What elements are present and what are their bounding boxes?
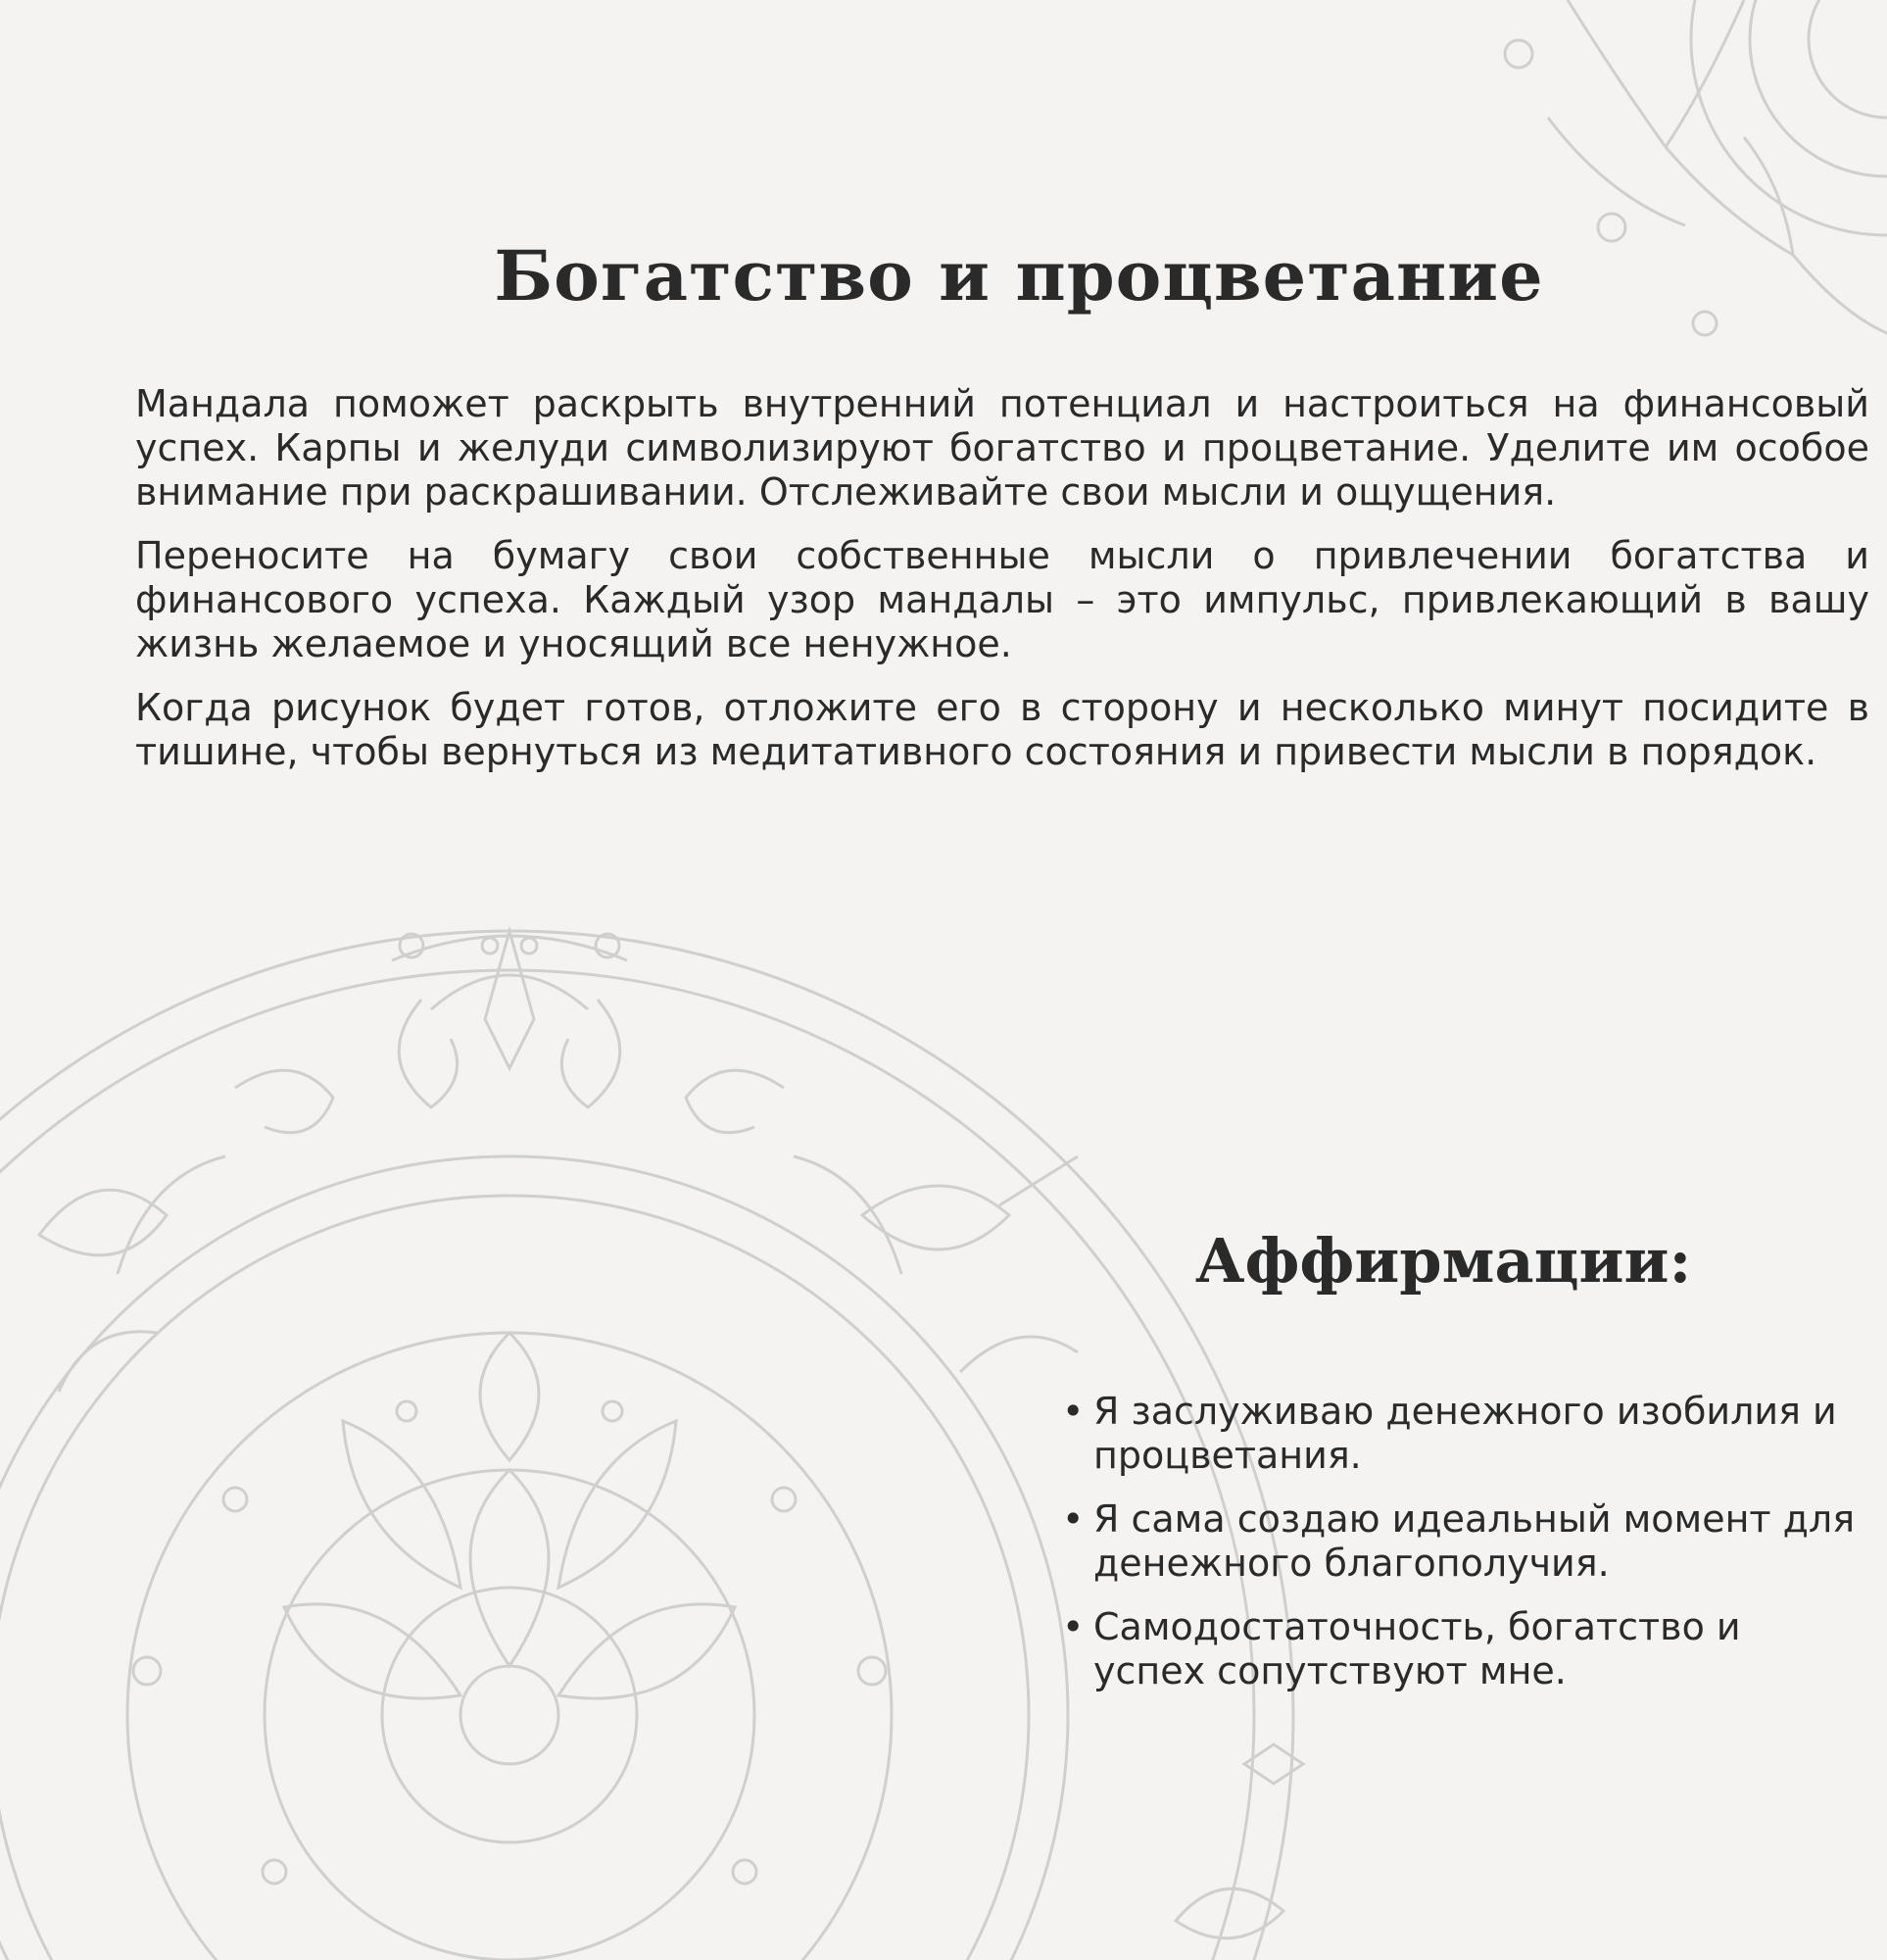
paragraph: Мандала поможет раскрыть внутренний потенциал и настроиться на финансовый успех. Карпы и желуди символизируют богатство и процветание. Уделите им особое внимание при раскрашивании. Отслеживайте свои мысли и ощущения. xyxy=(135,382,1869,514)
page-title: Богатство и процветание xyxy=(494,235,1544,317)
affirmation-item: • Я заслуживаю денежного изобилия и процветания. xyxy=(1058,1390,1862,1478)
affirmations-list xyxy=(1058,1390,1862,1713)
paragraph: Переносите на бумагу свои собственные мысли о привлечении богатства и финансового успеха. Каждый узор мандалы – это импульс, привлекающий в вашу жизнь желаемое и уносящий все ненужное. xyxy=(135,534,1869,665)
paragraph: Когда рисунок будет готов, отложите его в сторону и несколько минут посидите в тишине, чтобы вернуться из медитативного состояния и привести мысли в порядок. xyxy=(135,686,1869,773)
affirmation-item: • Я сама создаю идеальный момент для денежного благополучия. xyxy=(1058,1497,1862,1586)
affirmation-item: • Самодостаточность, богатство и успех сопутствуют мне. xyxy=(1058,1605,1862,1693)
affirmations-heading: Аффирмации: xyxy=(1195,1225,1692,1297)
intro-text xyxy=(135,382,1869,794)
